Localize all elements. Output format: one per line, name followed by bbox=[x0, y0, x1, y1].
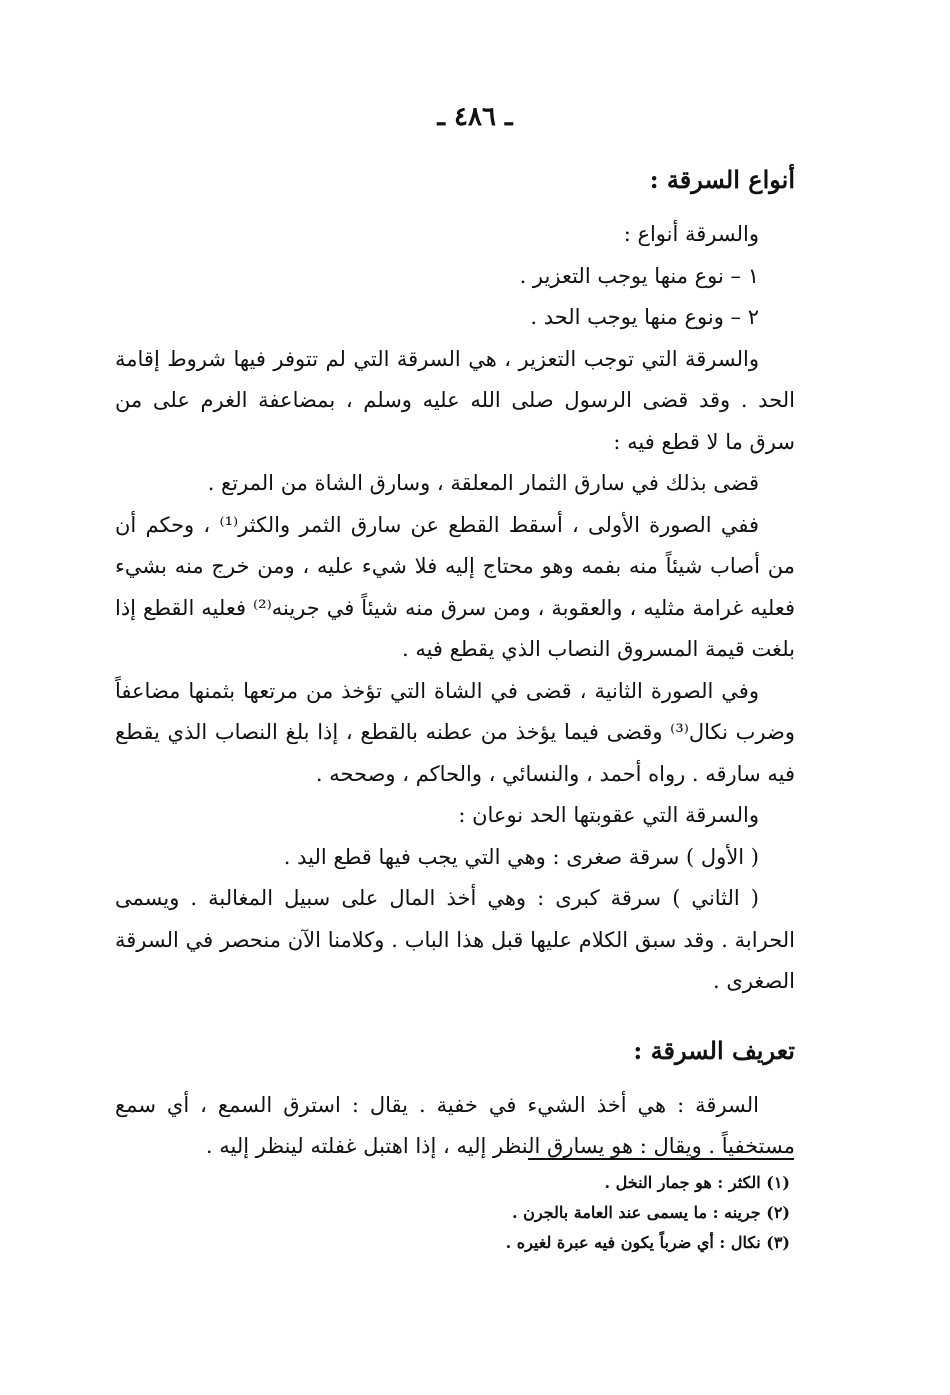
section-heading-definition: تعريف السرقة : bbox=[633, 1035, 795, 1065]
paragraph-first-type: ( الأول ) سرقة صغرى : وهي التي يجب فيها قطع اليد . bbox=[283, 844, 759, 869]
paragraph-definition: السرقة : هي أخذ الشيء في خفية . يقال : استرق السمع ، أي سمع مستخفياً . ويقال : هو يسارق النظر إليه ، إذا اهتبل غفلته لينظر إليه . bbox=[115, 1092, 795, 1158]
paragraph-first-case: ففي الصورة الأولى ، أسقط القطع عن سارق الثمر والكثر⁽¹⁾ ، وحكم أن من أصاب شيئاً منه بفمه وهو محتاج إليه فلا شيء عليه ، ومن خرج منه بشيء فعليه غرامة مثليه ، والعقوبة ، ومن سرق منه شيئاً في جرينه⁽²⁾ فعليه القطع إذا بلغت قيمة المسروق النصاب الذي يقطع فيه . bbox=[115, 512, 795, 661]
paragraph-qada: قضى بذلك في سارق الثمار المعلقة ، وسارق الشاة من المرتع . bbox=[207, 471, 759, 495]
section-heading-types: أنواع السرقة : bbox=[649, 165, 795, 194]
footnotes bbox=[300, 1168, 790, 1258]
footnote-3: (٣) نكال : أي ضرباً يكون فيه عبرة لغيره . bbox=[505, 1233, 790, 1252]
paragraph-second-case: وفي الصورة الثانية ، قضى في الشاة التي تؤخذ من مرتعها بثمنها مضاعفاً وضرب نكال⁽³⁾ وقضى فيما يؤخذ من عطنه بالقطع ، إذا بلغ النصاب الذي يقطع فيه سارقه . رواه أحمد ، والنسائي ، والحاكم ، وصححه . bbox=[115, 678, 795, 786]
paragraph-hadd-types: والسرقة التي عقوبتها الحد نوعان : bbox=[458, 803, 759, 827]
footnote-2: (٢) جرينه : ما يسمى عند العامة بالجرن . bbox=[511, 1203, 790, 1222]
footnote-1: (١) الكثر : هو جمار النخل . bbox=[604, 1173, 790, 1192]
page-body bbox=[115, 158, 795, 1168]
paragraph-second-type: ( الثاني ) سرقة كبرى : وهي أخذ المال على سبيل المغالبة . ويسمى الحرابة . وقد سبق الكلام عليها قبل هذا الباب . وكلامنا الآن منحصر في السرقة الصغرى . bbox=[115, 886, 795, 993]
type-item-1: ١ – نوع منها يوجب التعزير . bbox=[519, 263, 759, 288]
footnote-divider bbox=[528, 1158, 794, 1160]
paragraph-tazir: والسرقة التي توجب التعزير ، هي السرقة التي لم تتوفر فيها شروط إقامة الحد . وقد قضى الرسول صلى الله عليه وسلم ، بمضاعفة الغرم على من سرق ما لا قطع فيه : bbox=[115, 346, 795, 454]
type-item-2: ٢ – ونوع منها يوجب الحد . bbox=[530, 305, 759, 329]
types-intro: والسرقة أنواع : bbox=[623, 222, 759, 246]
page-number: ـ ٤٨٦ ـ bbox=[437, 102, 513, 132]
